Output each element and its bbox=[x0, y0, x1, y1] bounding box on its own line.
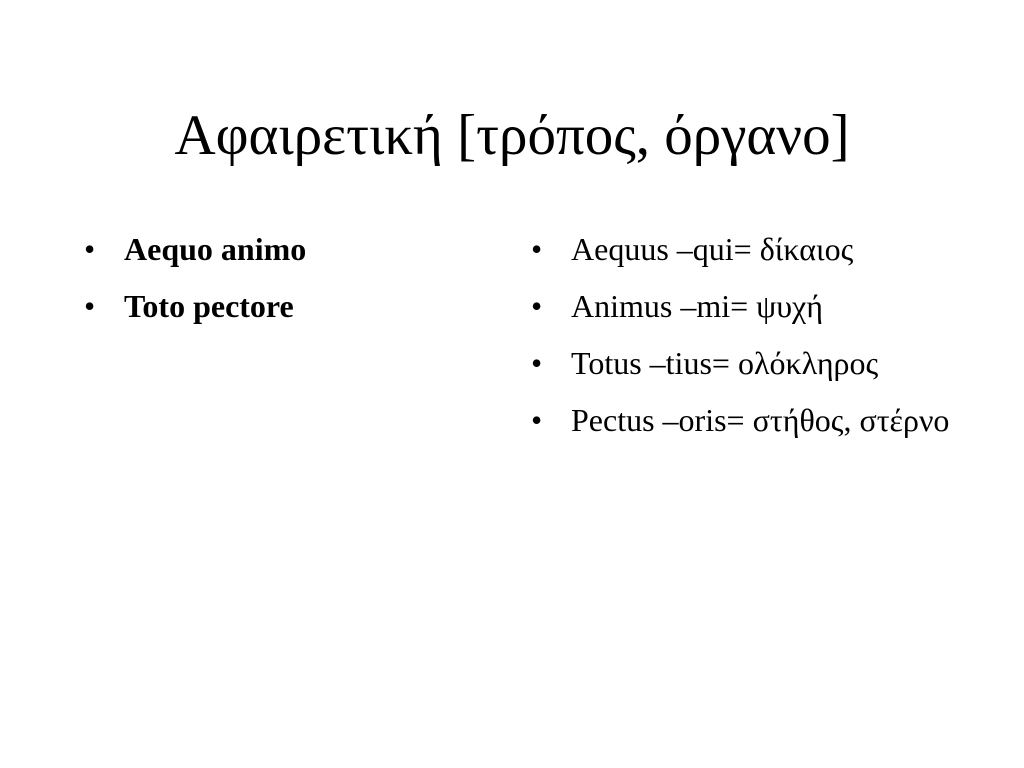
bullet-icon: • bbox=[531, 231, 543, 267]
list-item bbox=[84, 230, 484, 268]
list-item-text: Aequus –qui= δίκαιος bbox=[571, 231, 854, 267]
list-item bbox=[531, 287, 951, 325]
list-item-text: Aequo animo bbox=[124, 231, 307, 267]
list-item-text: Pectus –oris= στήθος, στέρνο bbox=[571, 402, 950, 438]
list-item bbox=[531, 401, 951, 439]
slide-title: Αφαιρετική [τρόπος, όργανο] bbox=[174, 104, 850, 167]
list-item-text: Animus –mi= ψυχή bbox=[571, 288, 823, 324]
bullet-icon: • bbox=[531, 402, 543, 438]
list-item bbox=[84, 287, 484, 325]
bullet-icon: • bbox=[84, 231, 96, 267]
bullet-icon: • bbox=[531, 345, 543, 381]
bullet-icon: • bbox=[531, 288, 543, 324]
left-bullet-list bbox=[84, 230, 484, 344]
bullet-icon: • bbox=[84, 288, 96, 324]
right-bullet-list bbox=[531, 230, 951, 458]
list-item-text: Totus –tius= ολόκληρος bbox=[571, 345, 879, 381]
list-item bbox=[531, 344, 951, 382]
list-item bbox=[531, 230, 951, 268]
list-item-text: Toto pectore bbox=[124, 288, 294, 324]
